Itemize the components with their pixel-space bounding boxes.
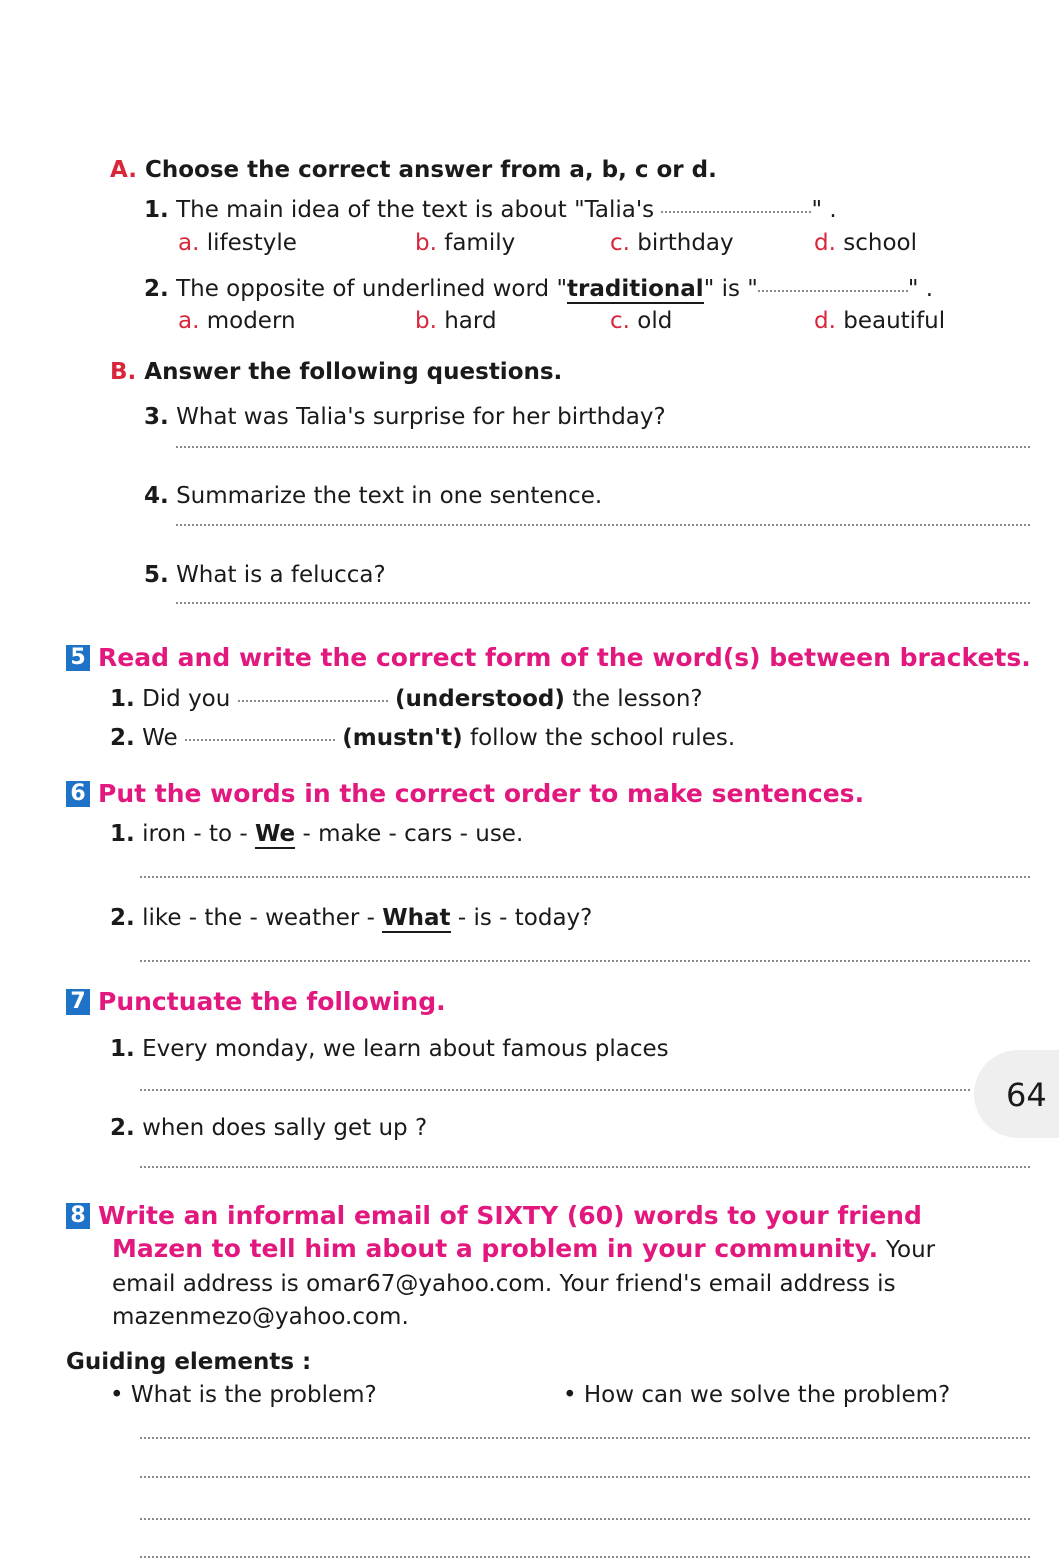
guiding-elements-label: Guiding elements : xyxy=(66,1349,312,1375)
section-a-letter: A. xyxy=(110,157,137,183)
option-c[interactable] xyxy=(610,307,672,335)
exercise-number-badge: 8 xyxy=(66,1203,90,1229)
exercise-5-item-2 xyxy=(110,724,735,752)
option-text: family xyxy=(444,230,516,256)
exercise-title: Write an informal email of SIXTY (60) words to your friend xyxy=(98,1201,922,1230)
question-2 xyxy=(144,275,933,303)
question-text-end: " . xyxy=(811,197,837,223)
option-letter: a. xyxy=(178,308,200,334)
item-number: 1. xyxy=(110,821,135,847)
exercise-7-heading xyxy=(66,986,446,1018)
instruction-text-line-3: email address is omar67@yahoo.com. Your friend's email address is xyxy=(112,1271,896,1297)
bullet-text: How can we solve the problem? xyxy=(583,1382,951,1408)
question-number: 5. xyxy=(144,562,169,588)
item-text: We xyxy=(142,725,178,751)
exercise-7-item-2 xyxy=(110,1114,427,1142)
exercise-title-cont: Mazen to tell him about a problem in your community. xyxy=(112,1234,879,1263)
question-number: 2. xyxy=(144,276,169,302)
option-letter: d. xyxy=(814,308,836,334)
answer-blank[interactable] xyxy=(661,211,811,213)
bullet-text: What is the problem? xyxy=(130,1382,377,1408)
section-b-title: Answer the following questions. xyxy=(144,359,563,385)
answer-blank[interactable] xyxy=(238,700,388,702)
option-letter: d. xyxy=(814,230,836,256)
option-text: beautiful xyxy=(843,308,946,334)
option-letter: b. xyxy=(415,230,437,256)
option-b[interactable] xyxy=(415,307,497,335)
exercise-5-item-1 xyxy=(110,685,703,713)
option-c[interactable] xyxy=(610,229,734,257)
item-text-end: the lesson? xyxy=(572,686,703,712)
question-3 xyxy=(144,403,666,431)
item-text: like - the - weather - xyxy=(142,905,375,931)
option-text: school xyxy=(843,230,917,256)
question-4 xyxy=(144,482,602,510)
exercise-7-item-1 xyxy=(110,1035,669,1063)
exercise-title: Read and write the correct form of the word(s) between brackets. xyxy=(98,643,1031,672)
question-5 xyxy=(144,561,386,589)
question-text: The opposite of underlined word " xyxy=(176,276,568,302)
exercise-8-line-2 xyxy=(112,1233,935,1266)
item-text-end: - make - cars - use. xyxy=(302,821,524,847)
answer-line[interactable] xyxy=(176,602,1030,604)
option-letter: c. xyxy=(610,230,630,256)
option-letter: a. xyxy=(178,230,200,256)
capitalized-word: We xyxy=(255,821,296,847)
answer-line[interactable] xyxy=(176,524,1030,526)
option-b[interactable] xyxy=(415,229,515,257)
writing-line[interactable] xyxy=(140,1476,1030,1478)
exercise-number-badge: 7 xyxy=(66,989,90,1015)
writing-line[interactable] xyxy=(140,1556,1030,1558)
answer-line[interactable] xyxy=(140,1089,970,1091)
item-text: iron - to - xyxy=(142,821,248,847)
question-text: The main idea of the text is about "Talia's xyxy=(176,197,655,223)
exercise-title: Put the words in the correct order to make sentences. xyxy=(98,779,865,808)
page-number: 64 xyxy=(1006,1076,1047,1114)
section-b-heading xyxy=(110,358,562,386)
bracket-word: (understood) xyxy=(394,686,565,712)
answer-line[interactable] xyxy=(140,1166,1030,1168)
item-text-end: follow the school rules. xyxy=(470,725,736,751)
capitalized-word: What xyxy=(382,905,451,931)
instruction-text-line-4: mazenmezo@yahoo.com. xyxy=(112,1304,409,1330)
question-text: Summarize the text in one sentence. xyxy=(176,483,603,509)
question-number: 3. xyxy=(144,404,169,430)
guiding-bullet-1: • What is the problem? xyxy=(110,1382,377,1408)
question-text: What was Talia's surprise for her birthday? xyxy=(176,404,666,430)
item-text: Did you xyxy=(142,686,231,712)
underlined-word: traditional xyxy=(567,276,704,302)
item-number: 2. xyxy=(110,725,135,751)
option-text: hard xyxy=(444,308,497,334)
question-text: What is a felucca? xyxy=(176,562,386,588)
exercise-number-badge: 6 xyxy=(66,781,90,807)
writing-line[interactable] xyxy=(140,1518,1030,1520)
option-text: birthday xyxy=(637,230,734,256)
option-text: lifestyle xyxy=(206,230,297,256)
answer-line[interactable] xyxy=(140,876,1030,878)
option-a[interactable] xyxy=(178,307,296,335)
question-1 xyxy=(144,196,837,224)
answer-line[interactable] xyxy=(140,960,1030,962)
item-number: 2. xyxy=(110,905,135,931)
writing-line[interactable] xyxy=(140,1437,1030,1439)
section-a-heading xyxy=(110,156,717,184)
item-number: 1. xyxy=(110,686,135,712)
option-letter: b. xyxy=(415,308,437,334)
option-text: modern xyxy=(206,308,296,334)
item-number: 1. xyxy=(110,1036,135,1062)
bracket-word: (mustn't) xyxy=(342,725,463,751)
exercise-number-badge: 5 xyxy=(66,645,90,671)
exercise-6-item-1 xyxy=(110,820,523,848)
item-text: Every monday, we learn about famous places xyxy=(142,1036,669,1062)
instruction-text: Your xyxy=(886,1237,936,1263)
exercise-6-heading xyxy=(66,778,864,810)
option-a[interactable] xyxy=(178,229,297,257)
exercise-8-heading xyxy=(66,1200,922,1232)
item-text: when does sally get up ? xyxy=(142,1115,428,1141)
option-d[interactable] xyxy=(814,307,945,335)
question-number: 1. xyxy=(144,197,169,223)
answer-blank[interactable] xyxy=(185,739,335,741)
question-text-mid: " is " xyxy=(703,276,758,302)
option-letter: c. xyxy=(610,308,630,334)
answer-line[interactable] xyxy=(176,446,1030,448)
item-number: 2. xyxy=(110,1115,135,1141)
item-text-end: - is - today? xyxy=(457,905,593,931)
exercise-5-heading xyxy=(66,642,1031,674)
answer-blank[interactable] xyxy=(758,290,908,292)
question-text-end: " . xyxy=(907,276,934,302)
exercise-6-item-2 xyxy=(110,904,592,932)
option-text: old xyxy=(637,308,673,334)
question-number: 4. xyxy=(144,483,169,509)
option-d[interactable] xyxy=(814,229,917,257)
section-a-title: Choose the correct answer from a, b, c or d. xyxy=(144,157,717,183)
guiding-bullet-2: • How can we solve the problem? xyxy=(563,1382,951,1408)
section-b-letter: B. xyxy=(110,359,137,385)
exercise-title: Punctuate the following. xyxy=(98,987,446,1016)
